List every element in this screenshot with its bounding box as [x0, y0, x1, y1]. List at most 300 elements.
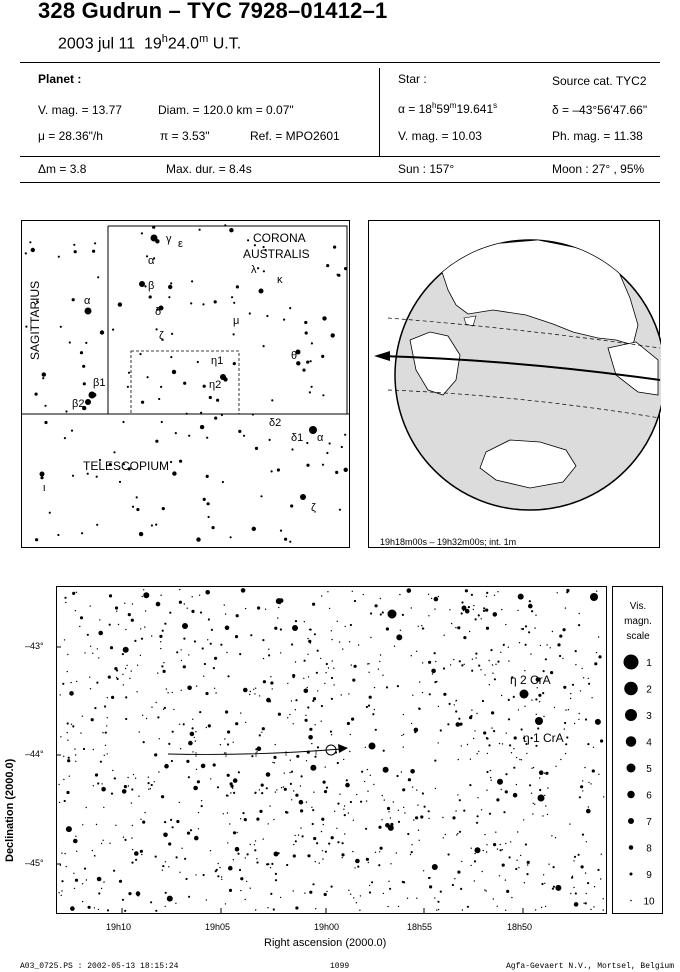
finder-star	[122, 421, 124, 423]
field-star	[215, 692, 216, 693]
field-star	[315, 908, 316, 909]
field-star	[150, 788, 151, 789]
field-star	[434, 760, 436, 762]
field-star	[313, 697, 316, 700]
field-star	[237, 853, 239, 855]
field-star	[510, 841, 511, 842]
field-star	[58, 892, 59, 893]
field-star	[186, 760, 189, 763]
finder-star	[96, 476, 98, 478]
field-star	[276, 789, 277, 790]
field-star	[383, 750, 385, 752]
finder-star	[139, 532, 143, 536]
field-star	[347, 722, 350, 725]
field-star	[159, 635, 162, 638]
field-star	[535, 745, 537, 747]
field-star	[348, 890, 349, 891]
field-star	[521, 759, 522, 760]
finder-star	[42, 377, 44, 379]
field-star	[229, 889, 232, 892]
field-star	[489, 684, 490, 685]
field-star	[124, 910, 126, 912]
field-star	[58, 784, 59, 785]
field-star	[187, 832, 190, 835]
field-star	[166, 688, 167, 689]
field-star	[125, 696, 127, 698]
field-star	[422, 662, 423, 663]
field-star	[478, 751, 479, 752]
label-eta2-cra: η 2 CrA	[510, 673, 551, 687]
earth-globe-panel	[368, 220, 661, 550]
field-star	[279, 603, 280, 604]
field-star	[447, 723, 449, 725]
field-star	[184, 858, 186, 860]
field-star	[543, 670, 545, 672]
field-star	[255, 793, 256, 794]
field-star	[67, 732, 68, 733]
field-star	[94, 855, 95, 856]
field-star	[464, 664, 465, 665]
field-star	[131, 788, 133, 790]
field-star	[122, 899, 124, 901]
finder-star	[326, 264, 329, 267]
field-star	[246, 881, 247, 882]
field-star	[519, 759, 520, 760]
field-star	[203, 874, 205, 876]
field-star	[131, 670, 132, 671]
field-star	[588, 806, 589, 807]
field-star	[224, 752, 225, 753]
field-star	[526, 873, 528, 875]
field-star	[107, 909, 109, 911]
field-star	[572, 684, 574, 686]
field-star	[339, 641, 340, 642]
field-star	[123, 684, 124, 685]
field-star	[314, 724, 315, 725]
field-star	[597, 869, 599, 871]
field-star	[467, 744, 468, 745]
field-star	[371, 881, 373, 883]
field-star	[141, 638, 143, 640]
field-star	[434, 681, 436, 683]
field-star	[518, 594, 524, 600]
field-star	[229, 823, 230, 824]
field-star	[363, 594, 364, 595]
field-star	[337, 841, 339, 843]
field-star	[436, 909, 437, 910]
field-star	[545, 772, 548, 775]
finder-star	[144, 285, 146, 287]
field-star	[506, 890, 509, 893]
field-star	[155, 856, 157, 858]
field-star	[428, 818, 429, 819]
field-star	[187, 686, 192, 691]
field-star	[86, 807, 87, 808]
finder-star	[141, 232, 143, 234]
field-star	[160, 595, 161, 596]
field-star	[529, 784, 531, 786]
field-star	[102, 732, 103, 733]
field-star	[181, 649, 182, 650]
field-star	[193, 786, 198, 791]
field-star	[263, 658, 264, 659]
field-star	[492, 712, 494, 714]
field-star	[245, 899, 246, 900]
field-star	[144, 812, 145, 813]
field-star	[93, 749, 94, 750]
field-star	[250, 691, 251, 692]
field-star	[521, 628, 522, 629]
field-star	[582, 834, 584, 836]
field-star	[261, 784, 264, 787]
field-star	[600, 878, 601, 879]
finder-star	[183, 382, 186, 385]
field-star	[192, 727, 194, 729]
bright-star	[274, 852, 279, 857]
field-star	[458, 759, 459, 760]
finder-star	[97, 276, 99, 278]
field-star	[125, 718, 127, 720]
field-star	[227, 675, 229, 677]
field-star	[582, 790, 583, 791]
field-star	[145, 610, 146, 611]
field-star	[383, 767, 389, 773]
field-star	[505, 624, 506, 625]
field-star	[275, 744, 276, 745]
field-star	[291, 643, 293, 645]
field-star	[97, 648, 98, 649]
field-star	[198, 812, 199, 813]
field-star	[541, 883, 543, 885]
field-star	[538, 694, 541, 697]
field-star	[140, 628, 141, 629]
field-star	[539, 701, 540, 702]
field-star	[543, 874, 544, 875]
field-star	[457, 626, 460, 629]
field-star	[312, 809, 314, 811]
field-star	[473, 609, 474, 610]
field-star	[240, 877, 243, 880]
field-star	[163, 709, 164, 710]
field-star	[552, 631, 553, 632]
field-star	[513, 767, 515, 769]
field-star	[401, 735, 402, 736]
field-star	[244, 818, 247, 821]
finder-star	[209, 396, 212, 399]
field-star	[278, 713, 281, 716]
source-catalog: Source cat. TYC2	[552, 74, 647, 88]
field-star	[67, 722, 69, 724]
field-star	[454, 704, 455, 705]
field-star	[307, 654, 308, 655]
finder-bright-star	[300, 494, 306, 500]
field-star	[568, 709, 569, 710]
field-star	[199, 595, 200, 596]
field-star	[59, 802, 60, 803]
field-star	[103, 881, 104, 882]
field-star	[470, 865, 471, 866]
finder-bright-star	[139, 281, 145, 287]
field-star	[523, 819, 524, 820]
finder-star	[238, 430, 241, 433]
field-star	[194, 737, 195, 738]
finder-chart	[21, 220, 351, 550]
star-vmag: V. mag. = 10.03	[398, 129, 482, 143]
field-star	[88, 906, 91, 909]
field-star	[293, 723, 294, 724]
scale-value: 7	[646, 817, 652, 828]
field-star	[580, 785, 583, 788]
field-star	[251, 755, 253, 757]
field-star	[190, 732, 195, 737]
field-star	[188, 654, 189, 655]
finder-star	[118, 302, 122, 306]
field-star	[60, 865, 61, 866]
field-star	[314, 633, 316, 635]
field-star	[350, 734, 351, 735]
field-star	[375, 852, 376, 853]
field-star	[461, 612, 463, 614]
field-star	[210, 850, 211, 851]
field-star	[388, 825, 394, 831]
field-star	[139, 731, 140, 732]
scale-title-vis: Vis.	[629, 601, 647, 612]
field-star	[505, 790, 508, 793]
field-star	[473, 605, 474, 606]
field-star	[388, 811, 389, 812]
field-star	[559, 655, 561, 657]
finder-star	[249, 312, 251, 314]
field-star	[287, 717, 288, 718]
field-star	[374, 687, 375, 688]
finder-star	[162, 507, 165, 510]
finder-star	[247, 239, 249, 241]
field-star	[496, 798, 499, 801]
field-star	[214, 657, 217, 660]
field-star	[412, 786, 413, 787]
field-star	[84, 868, 86, 870]
field-star	[456, 722, 461, 727]
field-star	[64, 639, 65, 640]
field-star	[195, 731, 196, 732]
finder-star	[92, 250, 95, 253]
field-star	[155, 910, 157, 912]
field-star	[137, 894, 139, 896]
field-star	[344, 833, 345, 834]
page-title: 328 Gudrun – TYC 7928–01412–1	[38, 0, 388, 23]
field-star	[296, 755, 299, 758]
field-star	[578, 624, 580, 626]
field-star	[337, 621, 338, 622]
field-star	[291, 771, 293, 773]
field-star	[475, 653, 477, 655]
finder-star	[168, 285, 172, 289]
field-star	[309, 891, 312, 894]
field-star	[176, 820, 179, 823]
planet-parallax: π = 3.53"	[160, 129, 210, 143]
field-star	[545, 658, 547, 660]
scale-dot	[630, 900, 632, 902]
field-star	[356, 902, 357, 903]
field-star	[438, 742, 439, 743]
field-star	[407, 833, 409, 835]
finder-star	[280, 530, 282, 532]
finder-bright-star	[151, 235, 158, 242]
field-star	[172, 692, 173, 693]
label-zeta-cra: ζ	[159, 330, 164, 342]
field-star	[539, 789, 541, 791]
field-star	[397, 685, 399, 687]
finder-star	[96, 524, 98, 526]
field-star	[309, 728, 312, 731]
label-kappa: κ	[277, 274, 283, 286]
field-star	[192, 596, 193, 597]
field-star	[143, 741, 145, 743]
field-star	[585, 902, 587, 904]
field-star	[499, 875, 500, 876]
field-star	[582, 780, 583, 781]
finder-star	[207, 502, 210, 505]
field-star	[135, 778, 136, 779]
field-star	[107, 717, 108, 718]
field-star	[467, 906, 469, 908]
field-star	[542, 815, 543, 816]
field-star	[73, 873, 74, 874]
field-star	[429, 877, 430, 878]
scale-value: 2	[646, 684, 652, 696]
field-star	[331, 677, 333, 679]
field-star	[486, 596, 487, 597]
field-star	[459, 831, 461, 833]
field-star	[497, 661, 499, 663]
field-star	[493, 898, 494, 899]
finder-star	[65, 410, 67, 412]
field-star	[198, 828, 199, 829]
field-star	[508, 699, 510, 701]
field-star	[140, 850, 143, 853]
field-star	[307, 638, 308, 639]
sun-elongation: Sun : 157°	[398, 162, 455, 176]
field-star	[89, 677, 90, 678]
field-star	[594, 886, 595, 887]
field-star	[477, 797, 478, 798]
field-star	[124, 785, 127, 788]
field-star	[575, 650, 577, 652]
field-star	[440, 729, 442, 731]
field-star	[518, 867, 519, 868]
field-star	[96, 682, 98, 684]
finder-star	[73, 244, 75, 246]
field-star	[383, 893, 384, 894]
field-star	[545, 906, 546, 907]
label-alpha-sgr: α	[84, 295, 91, 307]
field-star	[101, 888, 102, 889]
field-star	[305, 715, 306, 716]
finder-star	[231, 296, 233, 298]
field-star	[555, 837, 556, 838]
field-star	[255, 840, 256, 841]
finder-star	[69, 341, 71, 343]
constellation-australis: AUSTRALIS	[243, 247, 310, 261]
field-star	[331, 639, 332, 640]
finder-star	[199, 229, 201, 231]
field-star	[492, 664, 493, 665]
field-star	[164, 764, 169, 769]
field-star	[322, 850, 323, 851]
field-star	[122, 789, 127, 794]
field-star	[122, 674, 123, 675]
field-star	[306, 760, 307, 761]
field-star	[107, 753, 108, 754]
finder-star	[260, 495, 262, 497]
field-star	[528, 604, 533, 609]
scale-dot	[627, 791, 635, 799]
field-star	[544, 883, 545, 884]
finder-star	[271, 399, 273, 401]
field-star	[179, 724, 180, 725]
field-star	[307, 854, 310, 857]
scale-dot	[627, 764, 636, 773]
field-star	[396, 775, 398, 777]
finder-star	[71, 430, 73, 432]
field-star	[60, 736, 61, 737]
field-star	[307, 687, 308, 688]
xtick-18h50: 18h50	[507, 922, 533, 932]
finder-star	[333, 246, 336, 249]
finder-star	[321, 355, 324, 358]
field-star	[236, 614, 239, 617]
field-star	[69, 691, 74, 696]
field-star	[295, 840, 297, 842]
field-star	[243, 688, 248, 693]
field-star	[372, 713, 374, 715]
field-star	[435, 788, 436, 789]
field-star	[262, 639, 264, 641]
field-star	[131, 619, 134, 622]
scale-value: 10	[643, 896, 655, 908]
field-star	[325, 851, 327, 853]
field-star	[200, 611, 202, 613]
field-star	[92, 653, 93, 654]
field-star	[142, 715, 143, 716]
field-star	[164, 707, 166, 709]
field-star	[224, 604, 225, 605]
field-star	[350, 894, 351, 895]
field-star	[535, 909, 536, 910]
field-star	[457, 833, 458, 834]
bright-star	[590, 593, 598, 601]
field-star	[502, 849, 503, 850]
field-star	[143, 592, 149, 598]
field-star	[331, 836, 334, 839]
finder-star	[35, 538, 38, 541]
field-star	[393, 801, 394, 802]
field-star	[101, 787, 106, 792]
field-star	[438, 706, 439, 707]
field-star	[593, 747, 594, 748]
field-star	[199, 711, 201, 713]
field-star	[403, 807, 404, 808]
finder-star	[113, 451, 115, 453]
field-star	[364, 781, 365, 782]
field-star	[418, 626, 419, 627]
field-star	[67, 740, 68, 741]
finder-star	[252, 527, 256, 531]
field-star	[343, 809, 344, 810]
field-star	[106, 725, 107, 726]
field-star	[75, 879, 78, 882]
field-star	[534, 627, 535, 628]
